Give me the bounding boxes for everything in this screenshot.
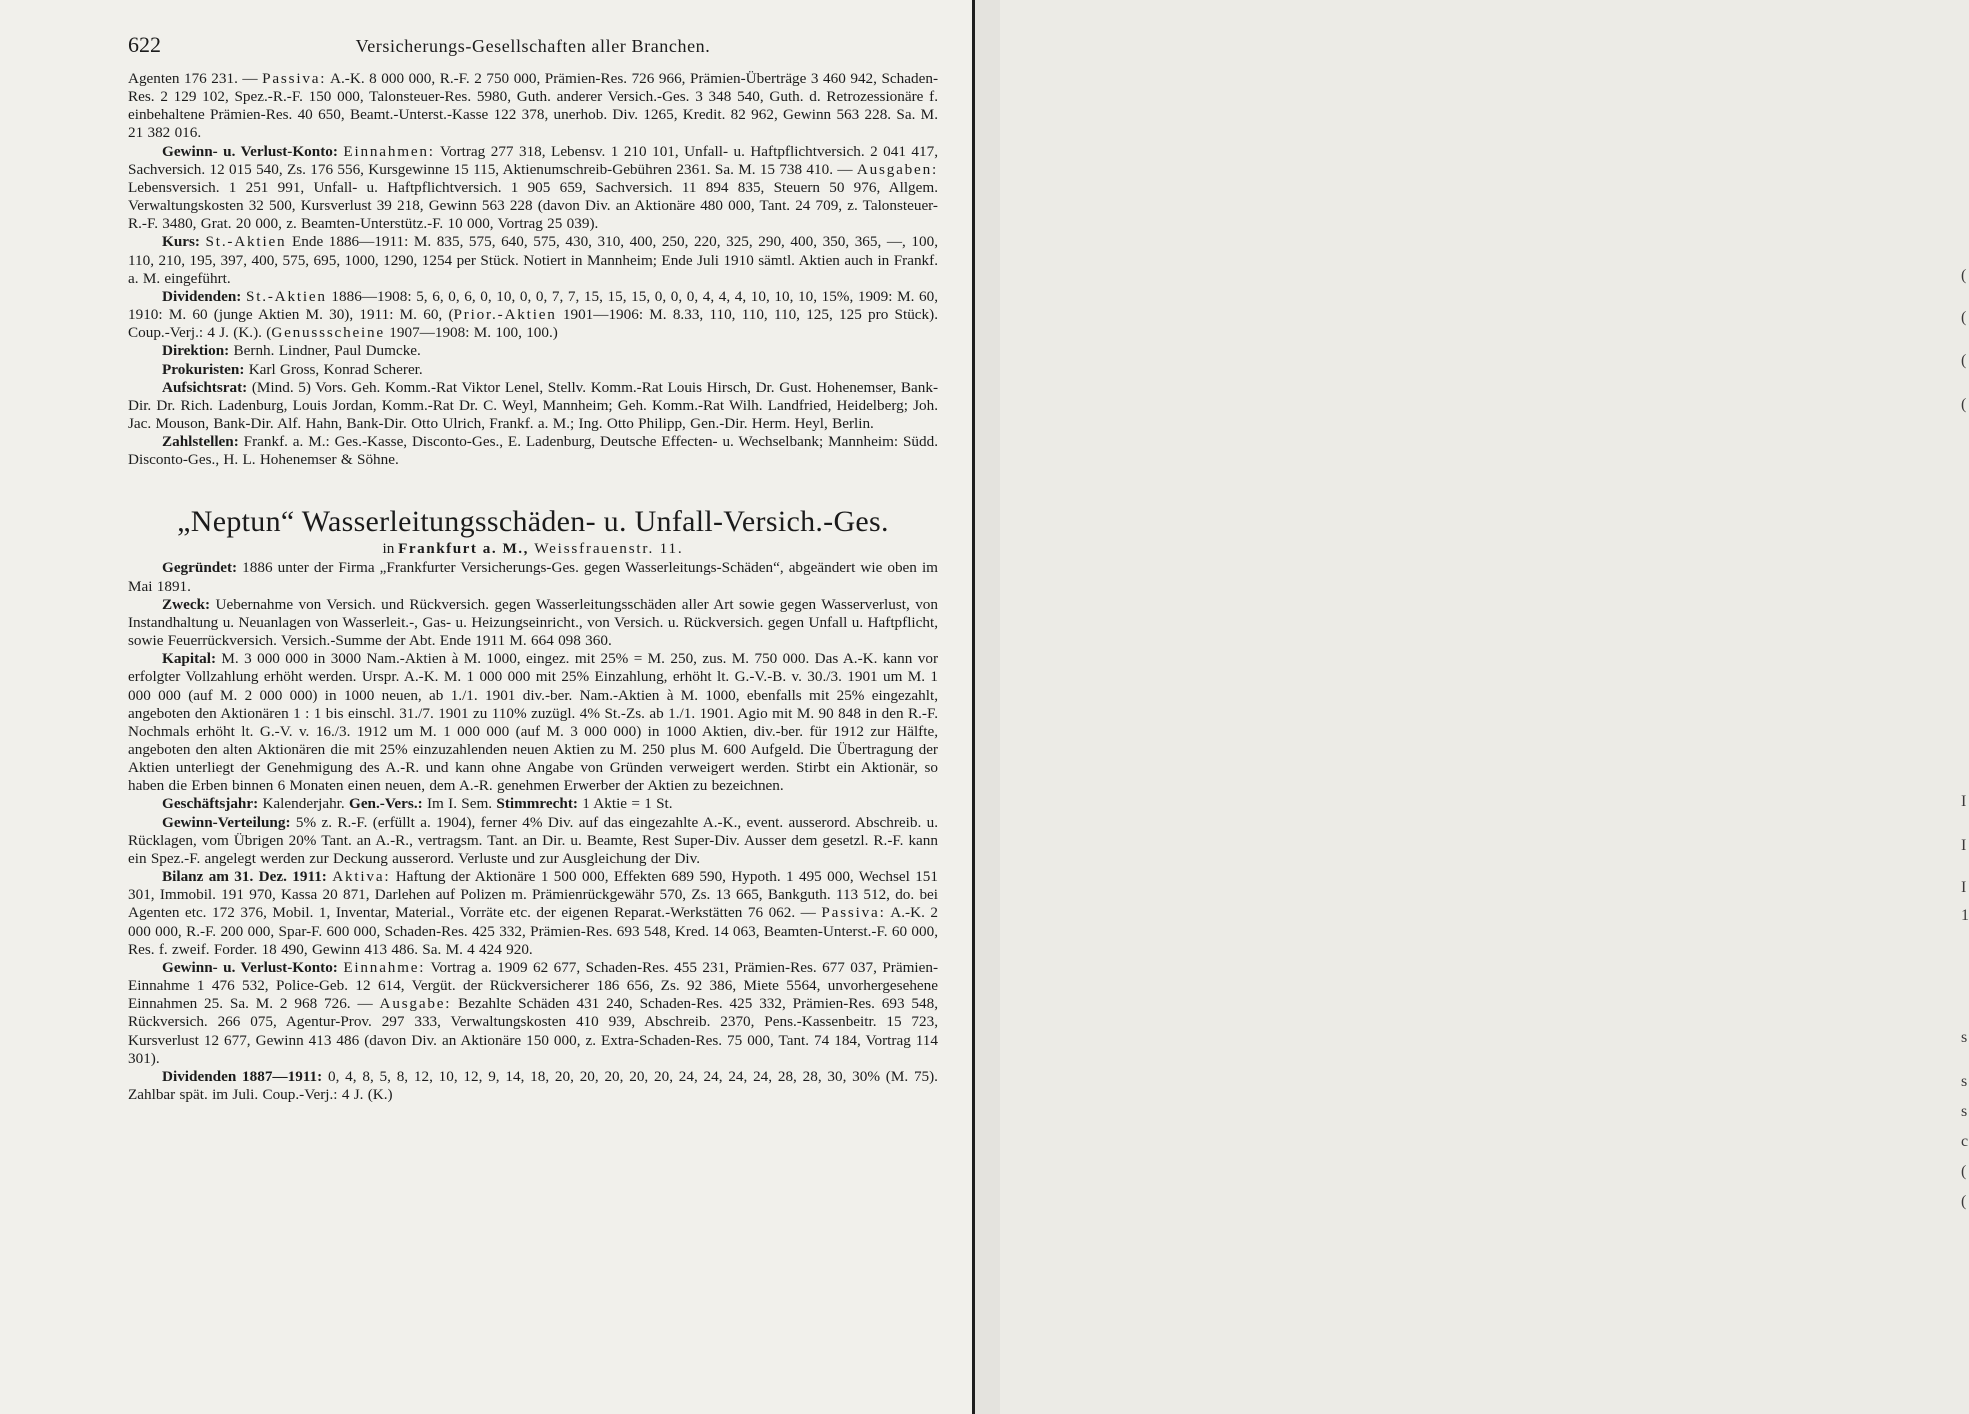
einnahme-text: Vortrag a. 1909 62 677, Schaden-Res. 455 231, Prämien-Res. 677 037, Prämien-Einnahme 1 476 532, Police-Geb. 12 614, Vergüt. der Rückversicherer 186 656, Zs. 92 386, Miete 5564, unvorhergesehene Einnahmen 25. Sa. M. 2 968 726. — (128, 958, 938, 1013)
zahlstellen-label: Zahlstellen: (162, 433, 239, 451)
gewinn-verteilung-text: 5% z. R.-F. (erfüllt a. 1904), ferner 4% Div. auf das eingezahlte A.-K., event. ausserord. Abschreib. u. Rücklagen, vom Übrigen 20% Tant. an A.-R., vertragsm. Tant. an Dir. u. Beamte, Rest Super-Div. Ausser dem gesetzl. R.-F. kann ein Spez.-F. angelegt werden zur Deckung ausserord. Verluste und zur Ausgleichung der Div. (128, 813, 938, 867)
einnahmen-text: Vortrag 277 318, Lebensv. 1 210 101, Unfall- u. Haftpflichtversich. 2 041 417, Sachversich. 12 015 540, Zs. 176 556, Kursgewinne 15 115, Aktienumschreib-Gebühren 2361. Sa. M. 15 738 410. — (128, 142, 938, 178)
aufsichtsrat-paragraph (128, 379, 938, 433)
zweck-label: Zweck: (162, 595, 211, 613)
aktiva-text: Haftung der Aktionäre 1 500 000, Effekten 689 590, Hypoth. 1 495 000, Wechsel 151 301, Immobil. 191 970, Kassa 20 871, Darlehen auf Polizen m. Prämienrückgewähr 570, Zs. 13 665, Bankguth. 113 512, do. bei Agenten etc. 172 376, Mobil. 1, Inventar, Material., Vorräte etc. der eigenen Reparat.-Werkstätten 76 062. — (128, 868, 938, 922)
edge-fragment: ( (1961, 396, 1967, 413)
ausgaben-label: Ausgaben: (856, 160, 938, 178)
edge-fragment: c (1961, 1133, 1969, 1150)
page-content (128, 70, 938, 1104)
page-number: 622 (128, 32, 161, 57)
kapital-label: Kapital: (162, 650, 217, 668)
aktiva-label: Aktiva: (332, 868, 391, 886)
passiva-label: Passiva: (821, 904, 886, 922)
gewinn-verlust-paragraph (128, 959, 938, 1068)
gegruendet-paragraph (128, 559, 938, 595)
gewinn-verteilung-label: Gewinn-Verteilung: (162, 813, 291, 831)
passiva-text: A.-K. 8 000 000, R.-F. 2 750 000, Prämien-Res. 726 966, Prämien-Überträge 3 460 942, Schaden-Res. 2 129 102, Spez.-R.-F. 150 000, Talonsteuer-Res. 5980, Guth. anderer Versich.-Ges. 3 348 540, Guth. d. Retrozessionäre f. einbehaltene Prämien-Res. 40 650, Beamt.-Unterst.-Kasse 122 378, unerhob. Div. 1265, Kredit. 82 962, Gewinn 563 228. Sa. M. 21 382 016. (128, 70, 938, 142)
company-location (128, 539, 938, 559)
edge-fragment: s (1961, 1073, 1968, 1090)
geschaeftsjahr-text: Kalenderjahr. (258, 795, 349, 813)
ausgabe-label: Ausgabe: (379, 995, 452, 1013)
stimmrecht-text: 1 Aktie = 1 St. (577, 795, 673, 813)
edge-fragment: I (1961, 837, 1967, 854)
dividenden-label: Dividenden 1887—1911: (162, 1067, 323, 1085)
bilanz-label: Bilanz am 31. Dez. 1911: (162, 868, 327, 886)
gegruendet-text: 1886 unter der Firma „Frankfurter Versicherungs-Ges. gegen Wasserleitungs-Schäden“, abgeändert wie oben im Mai 1891. (128, 559, 938, 595)
prior-aktien-label: Prior.-Aktien (453, 306, 557, 324)
geschaeftsjahr-paragraph (128, 795, 938, 813)
zahlstellen-text: Frankf. a. M.: Ges.-Kasse, Disconto-Ges., E. Ladenburg, Deutsche Effecten- u. Wechselbank; Mannheim: Südd. Disconto-Ges., H. L. Hohenemser & Söhne. (128, 433, 938, 469)
ausgabe-text: Bezahlte Schäden 431 240, Schaden-Res. 425 332, Prämien-Res. 693 548, Rückversich. 266 075, Agentur-Prov. 297 333, Verwaltungskosten 410 939, Abschreib. 2370, Pens.-Kassenbeitr. 15 723, Kursverlust 12 677, Gewinn 413 486 (davon Div. an Aktionäre 150 000, z. Extra-Schaden-Res. 75 000, Tant. 74 184, Vortrag 114 301). (128, 995, 939, 1067)
dividenden-text: 0, 4, 8, 5, 8, 12, 10, 12, 9, 14, 18, 20, 20, 20, 20, 20, 24, 24, 24, 24, 28, 28, 30, 30% (M. 75). Zahlbar spät. im Juli. Coup.-Verj.: 4 J. (K.) (128, 1067, 938, 1103)
geschaeftsjahr-label: Geschäftsjahr: (162, 795, 259, 813)
edge-fragment: I (1961, 793, 1967, 810)
direktion-text: Bernh. Lindner, Paul Dumcke. (229, 342, 421, 360)
zweck-text: Uebernahme von Versich. und Rückversich. gegen Wasserleitungsschäden aller Art sowie gegen Wasserverlust, von Instandhaltung u. Neuanlagen von Wasserleit.-, Gas- u. Heizungseinricht., von Versich. u. Rückversich. gegen Unfall u. Haftpflicht, sowie Feuerrückversich. Versich.-Summe der Abt. Ende 1911 M. 664 098 360. (128, 595, 938, 650)
zweck-paragraph (128, 596, 938, 650)
genussscheine-label: Genussscheine (271, 324, 385, 342)
edge-fragment: I (1961, 879, 1967, 896)
location-city: Frankfurt a. M., (398, 540, 529, 558)
kurs-text: Ende 1886—1911: M. 835, 575, 640, 575, 430, 310, 400, 250, 220, 325, 290, 400, 350, 365, —, 100, 110, 210, 195, 397, 400, 575, 695, 1000, 1290, 1254 per Stück. Notiert in Mannheim; Ende Juli 1910 sämtl. Aktien auch in Frankf. a. M. eingeführt. (128, 233, 938, 287)
page-header (128, 24, 938, 64)
dividenden-paragraph (128, 1068, 938, 1104)
adjacent-page-strip (975, 0, 1969, 1414)
einnahmen-label: Einnahmen: (343, 142, 435, 160)
aufsichtsrat-text: (Mind. 5) Vors. Geh. Komm.-Rat Viktor Lenel, Stellv. Komm.-Rat Louis Hirsch, Dr. Gust. Hohenemser, Bank-Dir. Dr. Rich. Ladenburg, Louis Jordan, Komm.-Rat Dr. C. Weyl, Mannheim; Geh. Komm.-Rat Wilh. Landfried, Heidelberg; Joh. Jac. Mouson, Bank-Dir. Alf. Hahn, Bank-Dir. Otto Ulrich, Frankf. a. M.; Ing. Otto Philipp, Gen.-Dir. Herm. Heyl, Berlin. (128, 378, 938, 432)
gewinn-verlust-label: Gewinn- u. Verlust-Konto: (162, 142, 338, 160)
edge-fragment: ( (1961, 309, 1967, 326)
dividenden-paragraph (128, 288, 938, 342)
prokuristen-label: Prokuristen: (162, 360, 245, 378)
location-address: Weissfrauenstr. 11. (528, 540, 684, 558)
gewinn-verlust-paragraph (128, 143, 938, 234)
prokuristen-text: Karl Gross, Konrad Scherer. (244, 360, 423, 378)
dividenden-text-1: 1886—1908: 5, 6, 0, 6, 0, 10, 0, 0, 7, 7, 15, 15, 15, 0, 0, 0, 4, 4, 4, 10, 10, 10, 15%, 1909: M. 60, 1910: M. 60 (junge Aktien M. 30), 1911: M. 60, ( (128, 287, 938, 324)
prokuristen-paragraph (128, 361, 938, 379)
edge-fragment: ( (1961, 1193, 1967, 1210)
bilanz-paragraph (128, 868, 938, 959)
passiva-prefix: Agenten 176 231. — (128, 70, 263, 87)
edge-fragment: ( (1961, 267, 1967, 284)
edge-fragment: 1 (1961, 907, 1969, 924)
dividenden-text-3: 1907—1908: M. 100, 100.) (384, 324, 558, 342)
gen-vers-text: Im I. Sem. (422, 795, 497, 813)
dividenden-text-2: 1901—1906: M. 8.33, 110, 110, 110, 125, 125 pro Stück). Coup.-Verj.: 4 J. (K.). ( (128, 306, 938, 342)
gewinn-verlust-label: Gewinn- u. Verlust-Konto: (162, 958, 338, 976)
edge-fragment: s (1961, 1103, 1968, 1120)
edge-fragment: ( (1961, 352, 1967, 369)
einnahme-label: Einnahme: (343, 958, 426, 976)
gewinn-verteilung-paragraph (128, 814, 938, 868)
kapital-text: M. 3 000 000 in 3000 Nam.-Aktien à M. 1000, eingez. mit 25% = M. 250, zus. M. 750 000. Das A.-K. kann vor erfolgter Vollzahlung erhöht werden. Urspr. A.-K. M. 1 000 000 mit 25% Einzahlung, erhöht lt. G.-V.-B. v. 30./3. 1901 um M. 1 000 000 (auf M. 2 000 000) in 1000 neuen, ab 1./1. 1901 div.-ber. Nam.-Aktien à M. 1000, ebenfalls mit 25% eingezahlt, angeboten den Aktionären 1 : 1 bis einschl. 31./7. 1901 zu 110% zuzügl. 4% St.-Zs. ab 1./1. 1901. Agio mit M. 90 848 in den R.-F. Nochmals erhöht lt. G.-V. v. 16./3. 1912 um M. 1 000 000 (auf M. 3 000 000) in 1000 Aktien, div.-ber. für 1912 zur Hälfte, angeboten den alten Aktionären die mit 25% einzuzahlenden neuen Aktien zu M. 250 plus M. 600 Aufgeld. Die Übertragung der Aktien unterliegt der Genehmigung des A.-R. und kann ohne Angabe von Gründen verweigert werden. Stirbt ein Aktionär, so haben die Erben binnen 6 Monaten einen neuen, dem A.-R. genehmen Erwerber der Aktien zu bezeichnen. (128, 650, 938, 795)
st-aktien-label: St.-Aktien (245, 287, 327, 305)
stimmrecht-label: Stimmrecht: (496, 795, 578, 813)
kurs-sublabel: St.-Aktien (205, 233, 287, 251)
kapital-paragraph (128, 650, 938, 795)
gen-vers-label: Gen.-Vers.: (349, 795, 423, 813)
location-prefix: in (382, 540, 399, 558)
passiva-paragraph (128, 70, 938, 143)
ausgaben-text: Lebensversich. 1 251 991, Unfall- u. Haftpflichtversich. 1 905 659, Sachversich. 11 894 835, Steuern 50 976, Allgem. Verwaltungskosten 32 500, Kursverlust 39 218, Gewinn 563 228 (davon Div. an Aktionäre 480 000, Tant. 24 709, z. Talonsteuer-R.-F. 3480, Grat. 20 000, z. Beamten-Unterstütz.-F. 10 000, Vortrag 25 039). (128, 178, 938, 233)
direktion-label: Direktion: (162, 342, 230, 360)
gegruendet-label: Gegründet: (162, 559, 238, 577)
running-title: Versicherungs-Gesellschaften aller Branchen. (355, 36, 711, 56)
kurs-label: Kurs: (162, 233, 200, 251)
passiva-text: A.-K. 2 000 000, R.-F. 200 000, Spar-F. 600 000, Schaden-Res. 425 332, Prämien-Res. 693 548, Kred. 14 063, Beamten-Unterst.-F. 60 000, Res. f. zweif. Forder. 18 490, Gewinn 413 486. Sa. M. 4 424 920. (128, 904, 938, 958)
passiva-label: Passiva: (262, 70, 327, 87)
zahlstellen-paragraph (128, 433, 938, 469)
aufsichtsrat-label: Aufsichtsrat: (162, 378, 248, 396)
edge-fragment: s (1961, 1029, 1968, 1046)
direktion-paragraph (128, 342, 938, 360)
company-title: „Neptun“ Wasserleitungsschäden- u. Unfall-Versich.-Ges. (177, 505, 889, 539)
dividenden-label: Dividenden: (162, 287, 242, 305)
edge-fragment: ( (1961, 1163, 1967, 1180)
kurs-paragraph (128, 233, 938, 287)
